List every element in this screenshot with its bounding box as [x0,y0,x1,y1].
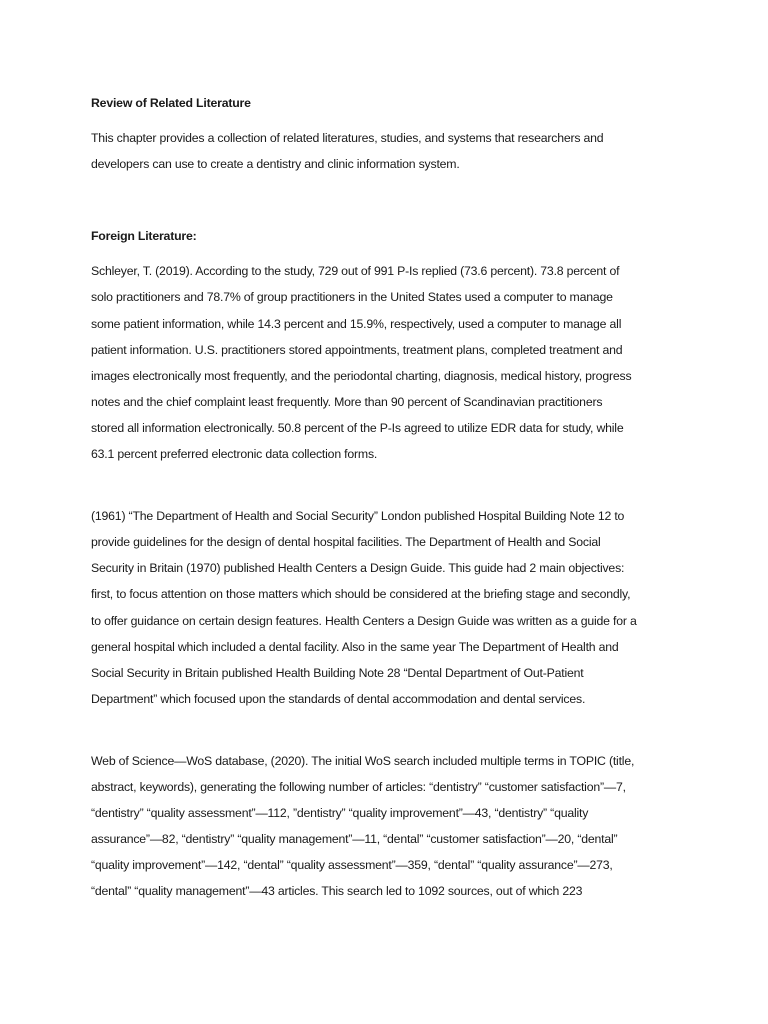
document-title: Review of Related Literature [91,96,251,110]
spacer [91,249,678,258]
paragraph-line: notes and the chief complaint least frequently. More than 90 percent of Scandinavian practitioners [91,394,603,409]
intro-paragraph [91,125,678,177]
paragraph-line: stored all information electronically. 50.8 percent of the P-Is agreed to utilize EDR data for study, while [91,420,624,435]
paragraph-line: first, to focus attention on those matters which should be considered at the briefing stage and secondly, [91,587,631,602]
paragraph-line: solo practitioners and 78.7% of group practitioners in the United States used a computer to manage [91,290,613,305]
paragraph-line: general hospital which included a dental facility. Also in the same year The Department of Health and [91,639,619,654]
paragraph-line: to offer guidance on certain design features. Health Centers a Design Guide was written as a guide for a [91,613,637,628]
paragraph-web-of-science [91,748,678,905]
paragraph-schleyer [91,258,678,467]
paragraph-line: patient information. U.S. practitioners stored appointments, treatment plans, completed treatment and [91,342,623,357]
paragraph-line: “dentistry” “quality assessment”—112, ”dentistry” “quality improvement”—43, “dentistry” “quality [91,806,589,821]
paragraph-line: “quality improvement”—142, “dental” “quality assessment”—359, “dental” “quality assurance”—273, [91,858,613,873]
paragraph-line: Social Security in Britain published Health Building Note 28 “Dental Department of Out-Patient [91,665,584,680]
spacer [91,177,678,223]
paragraph-line: This chapter provides a collection of related literatures, studies, and systems that researchers and [91,131,604,146]
paragraph-line: Schleyer, T. (2019). According to the study, 729 out of 991 P-Is replied (73.6 percent). 73.8 percent of [91,264,620,279]
paragraph-line: “dental” “quality management”—43 articles. This search led to 1092 sources, out of which 223 [91,884,583,899]
paragraph-department-of-health [91,503,678,712]
paragraph-line: some patient information, while 14.3 percent and 15.9%, respectively, used a computer to manage all [91,316,622,331]
paragraph-line: developers can use to create a dentistry and clinic information system. [91,157,460,172]
paragraph-line: 63.1 percent preferred electronic data collection forms. [91,447,378,462]
section-heading-foreign-literature: Foreign Literature: [91,229,197,244]
paragraph-line: assurance”—82, “dentistry” “quality management”—11, “dental” “customer satisfaction”—20, “dental” [91,832,618,847]
paragraph-line: abstract, keywords), generating the following number of articles: “dentistry” “customer satisfaction”—7, [91,779,626,794]
spacer [91,116,678,125]
paragraph-line: Security in Britain (1970) published Health Centers a Design Guide. This guide had 2 main objectives: [91,561,625,576]
paragraph-line: (1961) “The Department of Health and Social Security” London published Hospital Building Note 12 to [91,509,625,524]
paragraph-line: images electronically most frequently, and the periodontal charting, diagnosis, medical history, progress [91,368,632,383]
spacer [91,467,678,503]
paragraph-line: Web of Science—WoS database, (2020). The initial WoS search included multiple terms in TOPIC (title, [91,753,635,768]
paragraph-line: Department” which focused upon the standards of dental accommodation and dental services. [91,691,586,706]
paragraph-line: provide guidelines for the design of dental hospital facilities. The Department of Health and Social [91,535,601,550]
spacer [91,712,678,748]
